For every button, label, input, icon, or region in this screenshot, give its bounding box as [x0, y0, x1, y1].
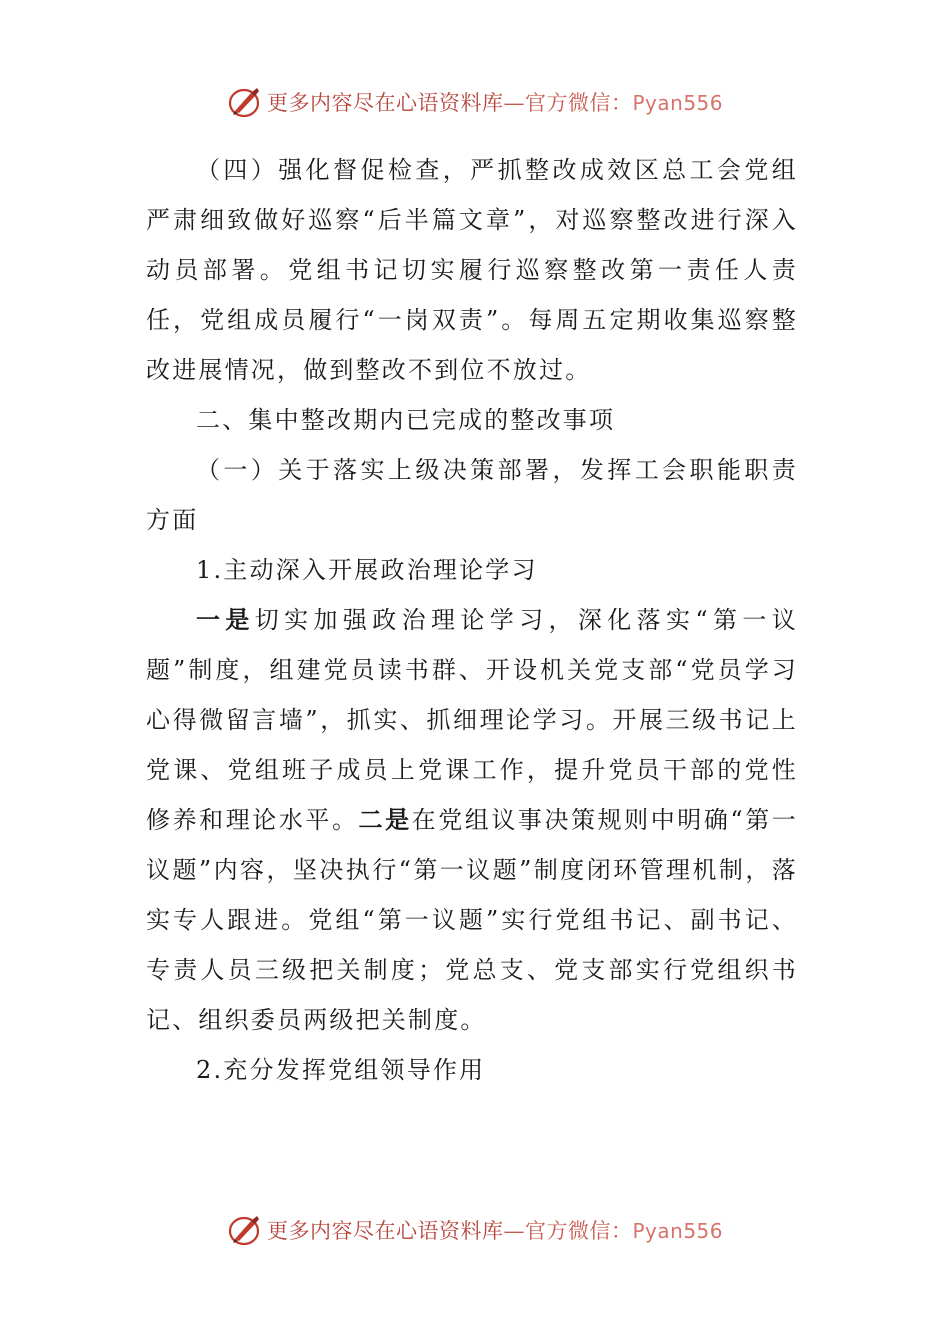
item-1-paragraph — [146, 595, 798, 1045]
watermark-text — [267, 87, 723, 117]
watermark-wechat-label: 官方微信： — [524, 1219, 633, 1243]
watermark-banner-bottom — [0, 1210, 950, 1250]
watermark-wechat-label: 官方微信： — [524, 91, 633, 115]
item-1-lead-1: 一是 — [196, 605, 255, 634]
watermark-banner-top — [0, 82, 950, 122]
watermark-text — [267, 1215, 723, 1245]
item-2-title: 2.充分发挥党组领导作用 — [196, 1056, 486, 1084]
watermark-dash: — — [503, 1219, 525, 1243]
watermark-site-text: 更多内容尽在心语资料库 — [266, 1219, 504, 1243]
pen-logo-icon — [227, 84, 263, 120]
watermark-dash: — — [503, 91, 525, 115]
item-1-title: 1.主动深入开展政治理论学习 — [196, 556, 538, 584]
pen-logo-icon — [227, 1212, 263, 1248]
watermark-wechat-id: Pyan556 — [632, 1219, 723, 1243]
item-1-text-2: 在党组议事决策规则中明确“第一议题”内容，坚决执行“第一议题”制度闭环管理机制，落实专人跟进。党组“第一议题”实行党组书记、副书记、专责人员三级把关制度；党总支、党支部实行党组织书记、组织委员两级把关制度。 — [146, 806, 799, 1034]
paragraph-4: （四）强化督促检查，严抓整改成效区总工会党组严肃细致做好巡察“后半篇文章”，对巡察整改进行深入动员部署。党组书记切实履行巡察整改第一责任人责任，党组成员履行“一岗双责”。每周五定期收集巡察整改进展情况，做到整改不到位不放过。 — [146, 156, 798, 384]
section-heading-2: 二、集中整改期内已完成的整改事项 — [196, 406, 616, 434]
item-1-lead-2: 二是 — [358, 805, 412, 834]
watermark-wechat-id: Pyan556 — [632, 91, 723, 115]
watermark-site-text: 更多内容尽在心语资料库 — [266, 91, 504, 115]
document-body — [146, 145, 798, 1095]
item-1-text-1: 切实加强政治理论学习，深化落实“第一议题”制度，组建党员读书群、开设机关党支部“党员学习心得微留言墙”，抓实、抓细理论学习。开展三级书记上党课、党组班子成员上党课工作，提升党员干部的党性修养和理论水平。 — [146, 606, 798, 834]
sub-heading-1: （一）关于落实上级决策部署，发挥工会职能职责方面 — [146, 456, 798, 534]
